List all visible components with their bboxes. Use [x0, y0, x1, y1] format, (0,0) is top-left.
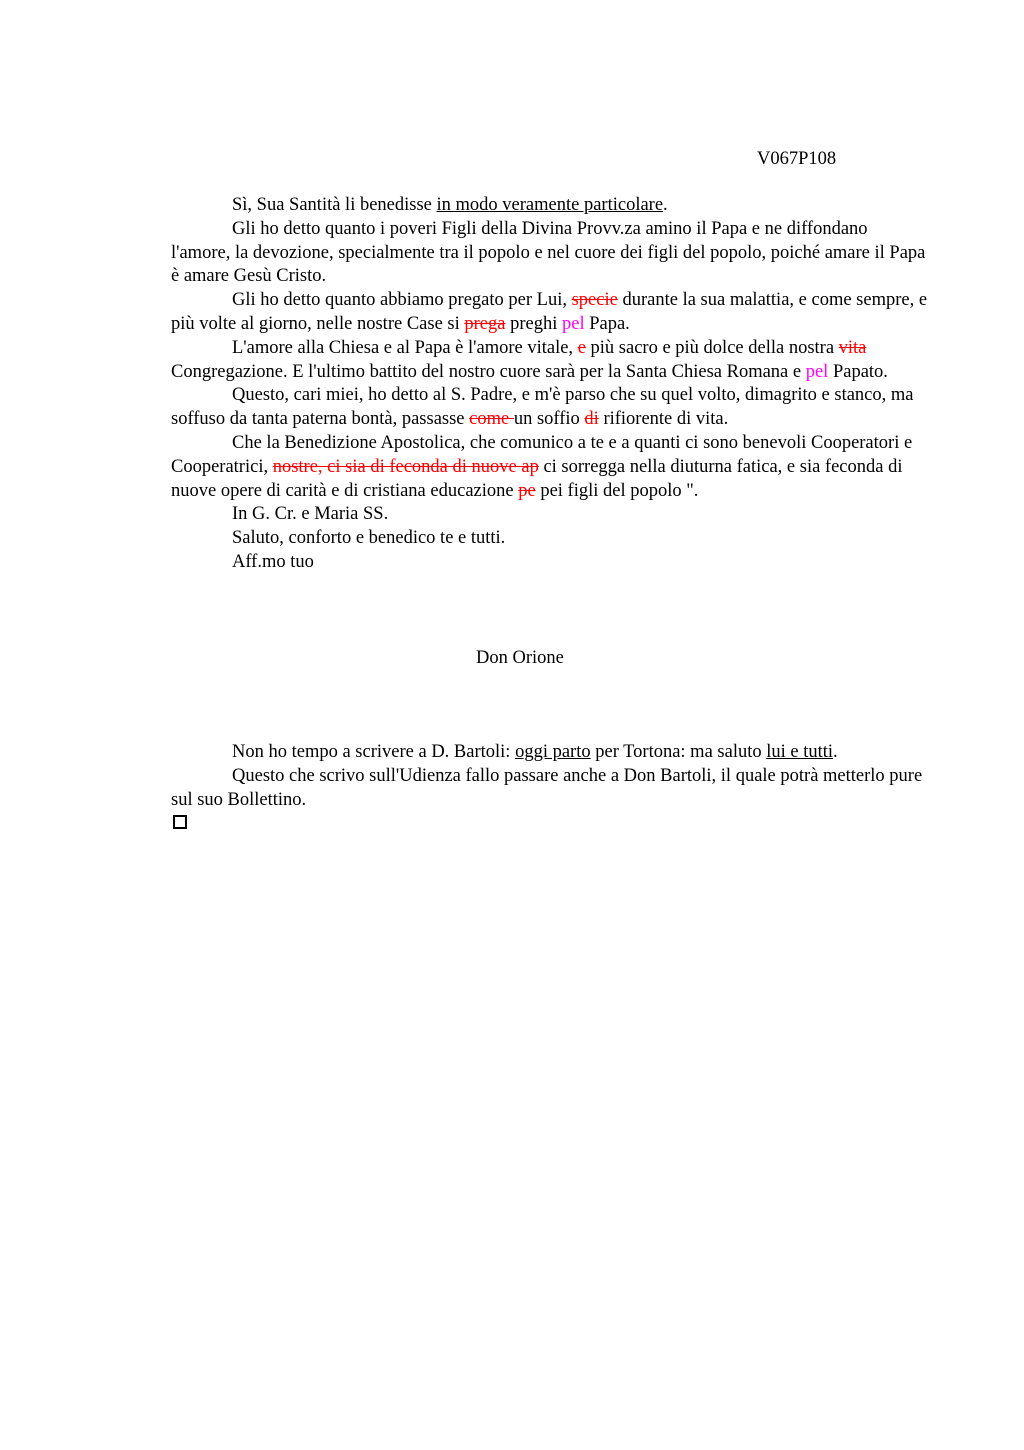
postscript-paragraph-2: [171, 765, 931, 813]
text: .: [663, 195, 668, 215]
paragraph-2: [171, 218, 931, 289]
deleted-text: e: [577, 337, 586, 358]
paragraph-3: [171, 289, 931, 337]
closing-line-2: Saluto, conforto e benedico te e tutti.: [232, 528, 506, 549]
text: Gli ho detto quanto i poveri Figli della Divina Provv.za amino il Papa e ne diffondano l'amore, la devozione, specialmente tra il popolo e nel cuore dei figli del popolo, poiché amare il Papa è amare Gesù Cristo.: [171, 218, 926, 287]
text: per Tortona: ma saluto: [590, 742, 767, 762]
text: L'amore alla Chiesa e al Papa è l'amore vitale,: [232, 337, 578, 358]
text: ci sorregga nella diuturna fatica, e sia feconda di nuove opere di carità e di cristiana educazione: [171, 456, 903, 501]
underlined-text: oggi parto: [515, 742, 591, 762]
text: Papa.: [584, 313, 630, 334]
text: .: [833, 742, 838, 762]
paragraph-5: [171, 384, 931, 432]
text: preghi: [505, 313, 562, 334]
deleted-text: nostre, ci sia di feconda di nuove ap: [272, 456, 539, 477]
text: rifiorente di vita.: [598, 409, 729, 430]
inserted-text: pel: [561, 313, 585, 334]
underlined-text: lui e tutti: [766, 742, 834, 762]
text: più sacro e più dolce della nostra: [585, 337, 839, 358]
page-reference-code: V067P108: [757, 149, 837, 169]
text: Papato.: [828, 361, 888, 382]
text: Gli ho detto quanto abbiamo pregato per Lui,: [232, 290, 572, 311]
letter-body: [171, 194, 931, 575]
deleted-text: vita: [838, 337, 867, 358]
text: Sì, Sua Santità li benedisse: [232, 195, 437, 215]
paragraph-1: [171, 194, 931, 218]
text: durante la sua malattia, e come sempre, e più volte al giorno, nelle nostre Case si: [171, 290, 928, 334]
postscript: [171, 741, 931, 812]
text: pei figli del popolo ".: [535, 480, 699, 501]
inserted-text: pel: [805, 361, 829, 382]
text: un soffio: [513, 409, 585, 430]
text: Congregazione. E l'ultimo battito del nostro cuore sarà per la Santa Chiesa Romana e: [171, 361, 806, 382]
deleted-text: pe: [518, 480, 536, 501]
closing-line-3: Aff.mo tuo: [232, 551, 314, 572]
underlined-text: in modo veramente particolare: [436, 195, 664, 215]
text: Che la Benedizione Apostolica, che comunico a te e a quanti ci sono benevoli Cooperatori e Cooperatrici,: [171, 432, 913, 477]
closing-line-1: In G. Cr. e Maria SS.: [232, 504, 389, 525]
text: Non ho tempo a scrivere a D. Bartoli:: [232, 742, 516, 762]
paragraph-4: [171, 337, 931, 385]
paragraph-6: [171, 432, 931, 503]
checkbox-square-icon: [173, 815, 187, 829]
text: Questo che scrivo sull'Udienza fallo passare anche a Don Bartoli, il quale potrà metterlo pure sul suo Bollettino.: [171, 765, 923, 810]
deleted-text: di: [584, 409, 599, 430]
signature: Don Orione: [476, 648, 564, 668]
deleted-text: come: [469, 409, 514, 430]
postscript-paragraph-1: [171, 741, 931, 765]
deleted-text: prega: [464, 313, 506, 334]
text: Questo, cari miei, ho detto al S. Padre, e m'è parso che su quel volto, dimagrito e stanco, ma soffuso da tanta paterna bontà, passasse: [171, 385, 914, 430]
deleted-text: specie: [571, 290, 618, 311]
